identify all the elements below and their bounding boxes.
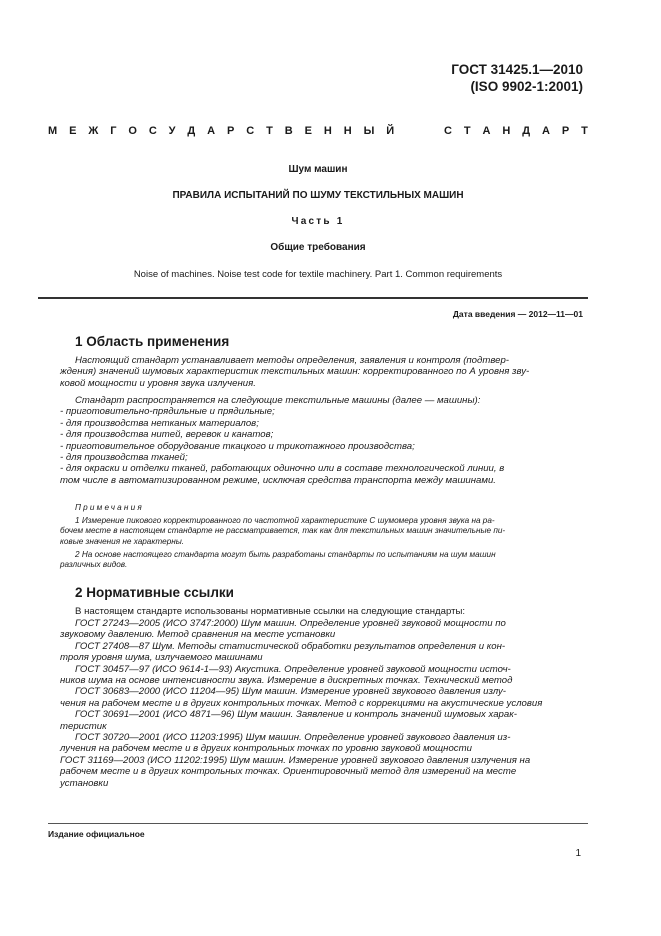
section-2-intro	[75, 606, 585, 617]
text-line: Стандарт распространяется на следующие текстильные машины (далее — машины):	[75, 395, 481, 406]
banner-letter: Т	[463, 125, 471, 137]
list-item: - для окраски и отделки тканей, работающих одиночно или в составе технологической линии, в	[60, 463, 505, 475]
reference-line: ников шума на основе интенсивности звука. Измерение в дискретных точках. Технический метод	[60, 675, 513, 687]
text-line: В настоящем стандарте использованы нормативные ссылки на следующие стандарты:	[75, 606, 466, 617]
title-subtitle: Общие требования	[270, 242, 366, 253]
reference-line: ГОСТ 30720—2001 (ИСО 11203:1995) Шум машин. Определение уровней звукового давления из-	[75, 732, 511, 744]
text-line: Настоящий стандарт устанавливает методы определения, заявления и контроля (подтвер-	[75, 355, 509, 366]
banner-letter: М	[48, 125, 58, 137]
section-1-paragraph-1	[60, 355, 585, 389]
list-item: - для производства тканей;	[60, 452, 188, 464]
interstate-standard-banner	[48, 125, 588, 137]
list-item: - приготовительное оборудование ткацкого и трикотажного производства;	[60, 440, 415, 452]
list-item: - для производства нитей, веревок и канатов;	[60, 429, 274, 441]
note-line: различных видов.	[60, 560, 128, 570]
banner-letter: Р	[227, 125, 235, 137]
introduction-date: Дата введения — 2012—11—01	[452, 309, 583, 319]
normative-references-list	[60, 618, 585, 789]
banner-letter: С	[246, 125, 255, 137]
reference-line: звуковому давлению. Метод сравнения на месте установки	[60, 629, 336, 641]
section-2-heading: 2 Нормативные ссылки	[75, 585, 234, 600]
iso-number: (ISO 9902-1:2001)	[470, 79, 583, 94]
banner-letter: Й	[386, 125, 395, 137]
reference-line: ГОСТ 30457—97 (ИСО 9614-1—93) Акустика. Определение уровней звуковой мощности источ-	[75, 663, 511, 675]
note-line: бочем месте в настоящем стандарте не рассматривается, так как для текстильных машин значительные пи-	[60, 526, 506, 536]
banner-letter: Ы	[363, 125, 375, 137]
reference-line: рабочем месте и в других контрольных точках. Ориентировочный метод для измерений на месте	[60, 766, 517, 778]
section-1-heading: 1 Область применения	[75, 334, 230, 349]
banner-letter: А	[482, 125, 491, 137]
text-line: ждения) значений шумовых характеристик текстильных машин: корректированного по А уровня зву-	[60, 366, 530, 378]
reference-line: ГОСТ 30683—2000 (ИСО 11204—95) Шум машин. Измерение уровней звукового давления излу-	[75, 686, 506, 698]
banner-letter: Е	[304, 125, 312, 137]
title-divider	[38, 297, 588, 299]
footer-divider	[48, 823, 588, 824]
standard-number: ГОСТ 31425.1—2010	[451, 62, 583, 77]
reference-line: ГОСТ 30691—2001 (ИСО 4871—96) Шум машин. Заявление и контроль значений шумовых харак-	[75, 709, 517, 721]
banner-letter: Н	[343, 125, 352, 137]
banner-letter: С	[148, 125, 157, 137]
banner-letter: В	[284, 125, 293, 137]
page-number: 1	[575, 848, 581, 859]
text-line: ковой мощности и уровня звука излучения.	[60, 377, 256, 389]
reference-line: установки	[60, 777, 109, 789]
banner-word-gap	[406, 125, 432, 137]
note-line: ковые значения не характерны.	[60, 536, 185, 546]
banner-letter: Т	[266, 125, 273, 137]
banner-letter: Д	[187, 125, 196, 137]
banner-letter: О	[128, 125, 137, 137]
reference-line: лучения на рабочем месте и в других контрольных точках по уровню звуковой мощности	[60, 743, 472, 755]
notes-heading: Примечания	[75, 503, 144, 512]
list-item: том числе в автоматизированном режиме, исключая средства транспорта между машинами.	[60, 474, 496, 486]
title-line-1: Шум машин	[288, 164, 348, 175]
official-edition-label: Издание официальное	[48, 829, 145, 839]
reference-line: теристик	[60, 720, 107, 732]
note-1	[60, 516, 585, 547]
list-item: - приготовительно-прядильные и прядильные;	[60, 406, 275, 418]
banner-letter: Н	[502, 125, 511, 137]
list-item: - для производства нетканых материалов;	[60, 417, 259, 429]
note-2	[60, 550, 585, 571]
reference-line: чения на рабочем месте и в других контрольных точках. Метод с коррекциями на акустические условия	[60, 697, 543, 709]
title-line-2: ПРАВИЛА ИСПЫТАНИЙ ПО ШУМУ ТЕКСТИЛЬНЫХ МАШИН	[172, 190, 464, 201]
banner-letter: Ж	[88, 125, 99, 137]
banner-letter: Т	[581, 125, 588, 137]
reference-line: троля уровня шума, излучаемого машинами	[60, 652, 263, 664]
banner-letter: А	[207, 125, 216, 137]
reference-line: ГОСТ 31169—2003 (ИСО 11202:1995) Шум машин. Измерение уровней звукового давления излучения на	[60, 754, 531, 766]
banner-letter: У	[168, 125, 176, 137]
section-1-paragraph-2	[60, 395, 585, 486]
banner-letter: Д	[522, 125, 531, 137]
banner-letter: А	[541, 125, 550, 137]
banner-letter: Е	[69, 125, 77, 137]
standard-number-block	[451, 61, 583, 95]
title-english: Noise of machines. Noise test code for textile machinery. Part 1. Common requirements	[133, 269, 503, 280]
note-line: 1 Измерение пикового корректированного по частотной характеристике С шумомера уровня звука на ра-	[75, 516, 495, 525]
banner-letter: Н	[323, 125, 332, 137]
banner-letter: Г	[110, 125, 117, 137]
note-line: 2 На основе настоящего стандарта могут быть разработаны стандарты по испытаниям на шум машин	[75, 550, 496, 559]
reference-line: ГОСТ 27408—87 Шум. Методы статистической обработки результатов определения и кон-	[75, 640, 506, 652]
banner-letter: Р	[561, 125, 570, 137]
title-part: Часть 1	[291, 216, 345, 227]
banner-letter: С	[444, 125, 452, 137]
reference-line: ГОСТ 27243—2005 (ИСО 3747:2000) Шум машин. Определение уровней звуковой мощности по	[75, 618, 506, 629]
